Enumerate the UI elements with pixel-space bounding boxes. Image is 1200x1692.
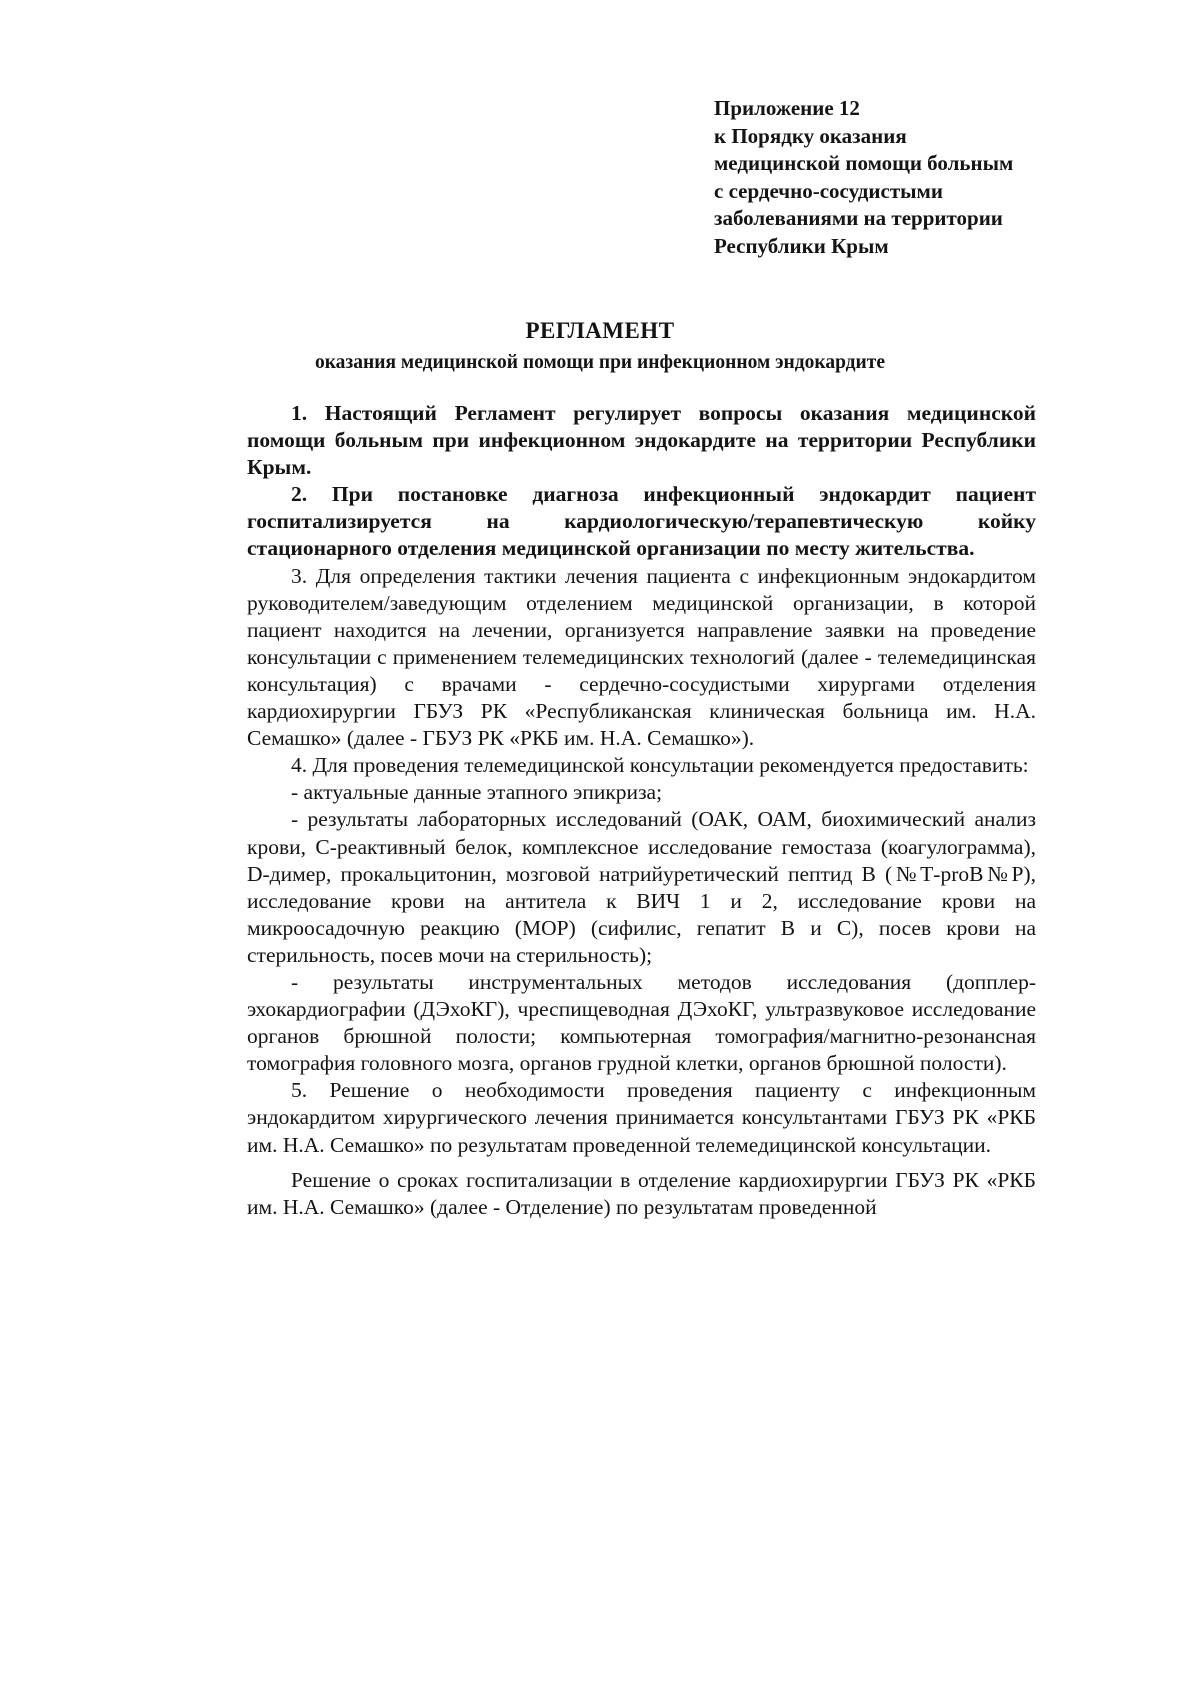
- list-item-epicrisis: - актуальные данные этапного эпикриза;: [291, 780, 663, 805]
- paragraph-1: 1. Настоящий Регламент регулирует вопросы оказания медицинской помощи больным при инфекционном эндокардите на территории Республики Крым.: [247, 401, 1036, 480]
- document-title: РЕГЛАМЕНТ: [525, 318, 675, 343]
- appendix-line: медицинской помощи больным: [714, 151, 1014, 175]
- paragraph-hospitalization-decision: Решение о сроках госпитализации в отделение кардиохирургии ГБУЗ РК «РКБ им. Н.А. Семашко» (далее - Отделение) по результатам проведенной: [247, 1167, 1036, 1219]
- appendix-header: [714, 95, 1114, 260]
- paragraph-5: 5. Решение о необходимости проведения пациенту с инфекционным эндокардитом хирургического лечения принимается консультантами ГБУЗ РК «РКБ им. Н.А. Семашко» по результатам проведенной телемедицинской консультации.: [247, 1078, 1036, 1157]
- document-body: [247, 400, 1036, 1221]
- paragraph-3: 3. Для определения тактики лечения пациента с инфекционным эндокардитом руководителем/заведующим отделением медицинской организации, в которой пациент находится на лечении, организуется направление заявки на проведение консультации с применением телемедицинских технологий (далее - телемедицинская консультация) с врачами - сердечно-сосудистыми хирургами отделения кардиохирургии ГБУЗ РК «Республиканская клиническая больница им. Н.А. Семашко» (далее - ГБУЗ РК «РКБ им. Н.А. Семашко»).: [247, 563, 1036, 751]
- appendix-line: к Порядку оказания: [714, 123, 907, 148]
- appendix-line: Республики Крым: [714, 233, 889, 258]
- document-subtitle: оказания медицинской помощи при инфекционном эндокардите: [314, 352, 886, 373]
- paragraph-4: 4. Для проведения телемедицинской консультации рекомендуется предоставить:: [291, 753, 1029, 778]
- list-item-instrumental-tests: - результаты инструментальных методов исследования (допплер-эхокардиографии (ДЭхоКГ), чреспищеводная ДЭхоКГ, ультразвуковое исследование органов брюшной полости; компьютерная томография/магнитно-резонансная томография головного мозга, органов грудной клетки, органов брюшной полости).: [247, 969, 1036, 1076]
- appendix-line: заболеваниями на территории: [714, 206, 1003, 230]
- appendix-line: с сердечно-сосудистыми: [714, 178, 943, 203]
- list-item-lab-tests: - результаты лабораторных исследований (ОАК, ОАМ, биохимический анализ крови, С-реактивный белок, комплексное исследование гемостаза (коагулограмма), D-димер, прокальцитонин, мозговой натрийуретический пептид В (№Т-proВ№Р), исследование крови на антитела к ВИЧ 1 и 2, исследование крови на микроосадочную реакцию (МОР) (сифилис, гепатит В и С), посев крови на стерильность, посев мочи на стерильность);: [247, 807, 1036, 967]
- paragraph-2: 2. При постановке диагноза инфекционный эндокардит пациент госпитализируется на кардиологическую/терапевтическую койку стационарного отделения медицинской организации по месту жительства.: [247, 482, 1036, 561]
- appendix-line: Приложение 12: [714, 96, 860, 120]
